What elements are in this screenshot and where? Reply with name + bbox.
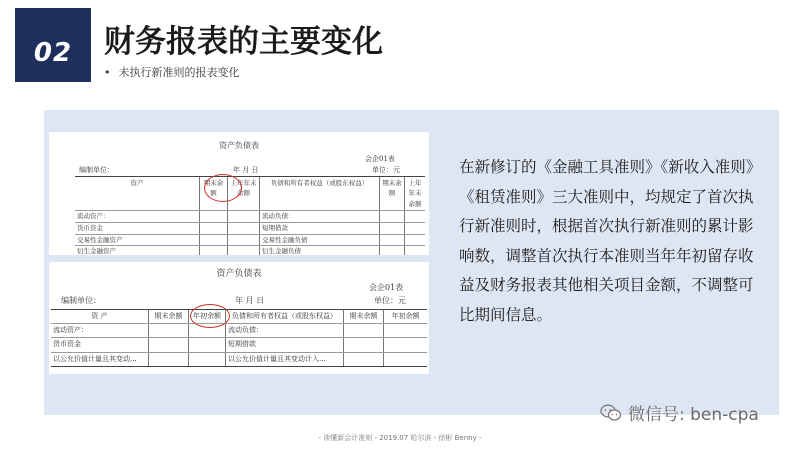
balance-sheet-new	[49, 132, 429, 255]
header-cell: 期末余额	[149, 310, 189, 323]
table-cell	[149, 353, 189, 366]
bullet-icon: •	[104, 66, 111, 79]
table-header-row	[51, 310, 427, 324]
table-cell: 货币资金	[51, 338, 149, 351]
header-cell: 资 产	[51, 310, 149, 323]
table-cell	[189, 353, 226, 366]
header-cell: 期末余额	[344, 310, 384, 323]
entity-label: 编制单位：	[79, 166, 114, 174]
table-cell: 衍生金融资产	[75, 246, 200, 255]
table-cell	[405, 235, 425, 246]
header-cell: 年初余额	[189, 310, 226, 323]
table-cell	[380, 211, 405, 222]
section-number-badge	[15, 8, 91, 82]
table-cell: 短期借款	[226, 338, 344, 351]
table-cell	[344, 324, 384, 337]
table-cell: 以公允价值计量且其变动...	[51, 353, 149, 366]
wechat-icon	[600, 404, 622, 422]
table-cell	[405, 223, 425, 234]
table-cell: 流动负债：	[226, 324, 344, 337]
table-cell	[228, 223, 260, 234]
sheet-title: 资产负债表	[219, 141, 259, 150]
header-cell: 期末余额	[200, 177, 228, 210]
highlight-circle	[204, 174, 242, 202]
table-cell: 交易性金融负债	[260, 235, 380, 246]
table-cell	[380, 223, 405, 234]
table-cell	[149, 324, 189, 337]
table-row	[75, 246, 425, 255]
table-cell: 流动资产：	[51, 324, 149, 337]
table-cell	[149, 338, 189, 351]
header-cell: 期末余额	[380, 177, 405, 210]
table-cell	[380, 235, 405, 246]
header-cell: 负债和所有者权益（或股东权益）	[260, 177, 380, 210]
table-cell: 以公允价值计量且其变动计入...	[226, 353, 344, 366]
table-cell: 短期借款	[260, 223, 380, 234]
header-cell: 年初余额	[391, 312, 420, 320]
table-row	[75, 211, 425, 223]
table-cell	[189, 338, 226, 351]
table-cell	[228, 235, 260, 246]
header-cell: 上年年末余额	[228, 177, 260, 210]
table-cell	[405, 211, 425, 222]
section-number: 02	[33, 38, 73, 68]
table-cell: 流动负债：	[260, 211, 380, 222]
sheet-title: 资产负债表	[216, 269, 262, 279]
balance-sheet-old	[49, 262, 429, 374]
table-cell	[200, 246, 228, 255]
table-cell	[384, 353, 427, 366]
table-cell	[405, 246, 425, 255]
header-cell: 上年年末余额	[408, 179, 422, 208]
table-row	[51, 353, 427, 366]
explanation-text: 在新修订的《金融工具准则》《新收入准则》《租赁准则》三大准则中，均规定了首次执行新准则时，根据首次执行新准则的累计影响数，调整首次执行本准则当年年初留存收益及财务报表其他相关项目金额，不调整可比期间信息。	[459, 158, 754, 324]
table-row	[75, 223, 425, 235]
header-cell: 资产	[75, 177, 200, 210]
unit-label: 单位：元	[374, 296, 406, 305]
table-cell	[228, 211, 260, 222]
date-label: 年 月 日	[233, 166, 259, 174]
form-code: 会企01表	[365, 155, 395, 163]
table-row	[51, 338, 427, 352]
header-cell: 负债和所有者权益（或股东权益）	[226, 310, 344, 323]
table-row	[75, 235, 425, 247]
wechat-watermark	[600, 400, 759, 425]
table-header-row	[75, 177, 425, 211]
subtitle	[104, 64, 240, 80]
date-label: 年 月 日	[235, 296, 265, 305]
table-cell	[200, 211, 228, 222]
wechat-id: 微信号: ben-cpa	[628, 405, 759, 425]
table-cell	[344, 338, 384, 351]
table-row	[51, 324, 427, 338]
table-cell: 交易性金融资产	[75, 235, 200, 246]
sheet-table	[75, 176, 425, 255]
table-cell	[200, 223, 228, 234]
table-cell	[200, 235, 228, 246]
table-cell	[228, 246, 260, 255]
unit-label: 单位：元	[372, 166, 400, 174]
subtitle-text: 未执行新准则的报表变化	[118, 66, 240, 79]
highlight-circle	[190, 304, 230, 328]
table-cell	[344, 353, 384, 366]
footer-text: - 读懂新会计准则 - 2019.07 哈尔滨 - 徐彬 Benny -	[318, 434, 482, 442]
table-cell: 流动资产：	[75, 211, 200, 222]
entity-label: 编制单位：	[61, 296, 101, 305]
page-title: 财务报表的主要变化	[104, 24, 383, 60]
table-cell	[380, 246, 405, 255]
table-cell: 衍生金融负债	[260, 246, 380, 255]
sheet-table	[51, 309, 427, 367]
table-cell	[384, 338, 427, 351]
table-cell	[384, 324, 427, 337]
form-code: 会企01表	[369, 283, 404, 292]
table-cell: 货币资金	[75, 223, 200, 234]
